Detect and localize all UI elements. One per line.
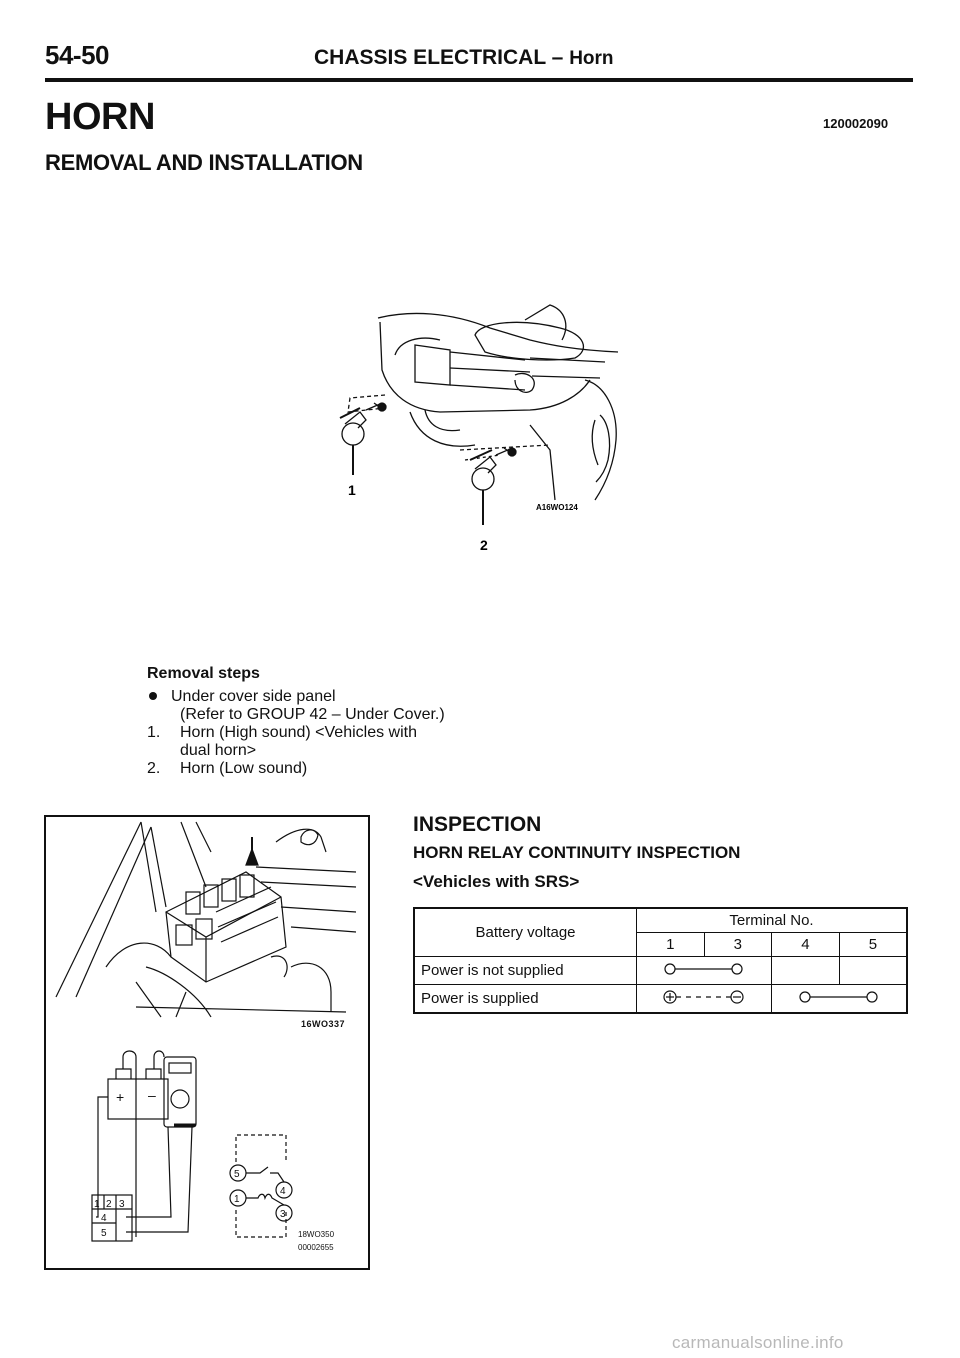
continuity-4-5-cell [772, 985, 908, 1014]
inspection-heading: INSPECTION [413, 813, 542, 836]
figure-code-archive: 00002655 [298, 1243, 334, 1252]
removal-steps-list [147, 688, 445, 778]
figure-code-relay-location: 16WO337 [301, 1019, 346, 1029]
relay-terminal-1: 1 [94, 1199, 100, 1210]
removal-steps-heading: Removal steps [147, 665, 260, 682]
step-text: Horn (Low sound) [180, 760, 308, 777]
figure-code-horn: A16WO124 [536, 503, 578, 512]
circuit-terminal-4: 4 [280, 1186, 286, 1197]
empty-cell [839, 957, 907, 985]
table-row-label: Power is not supplied [414, 957, 637, 985]
horn-location-illustration [300, 300, 630, 570]
continuity-1-3-cell [637, 957, 772, 985]
document-code: 120002090 [823, 116, 889, 131]
callout-2: 2 [480, 537, 488, 553]
svg-text:–: – [148, 1087, 156, 1103]
continuity-symbol [637, 957, 771, 980]
figure-code-test-circuit: 18WO350 [298, 1230, 335, 1239]
battery-polarity-symbol [637, 985, 771, 1008]
terminal-header: 3 [704, 933, 772, 957]
section-heading: REMOVAL AND INSTALLATION [45, 150, 363, 175]
step-item [147, 688, 445, 706]
terminal-group-header: Terminal No. [637, 908, 908, 933]
table-row-label: Power is supplied [414, 985, 637, 1014]
terminal-header: 1 [637, 933, 705, 957]
relay-terminal-2: 2 [106, 1199, 112, 1210]
header-separator: – [551, 46, 564, 69]
step-item-continued: dual horn> [180, 742, 257, 759]
relay-terminal-4: 4 [101, 1213, 107, 1224]
inspection-condition: <Vehicles with SRS> [413, 872, 580, 891]
empty-cell [772, 957, 840, 985]
bullet-icon [149, 692, 157, 700]
relay-location-illustration [46, 817, 368, 1268]
svg-text:+: + [116, 1089, 125, 1105]
header-rule [45, 78, 913, 82]
relay-terminal-5: 5 [101, 1228, 107, 1239]
step-text: Horn (High sound) <Vehicles with [180, 724, 418, 741]
circuit-terminal-3: 3 [280, 1209, 286, 1220]
row-header-cell: Battery voltage [414, 908, 637, 957]
step-number: 1. [147, 724, 161, 741]
step-item-continued: (Refer to GROUP 42 – Under Cover.) [180, 706, 445, 723]
inspection-subheading: HORN RELAY CONTINUITY INSPECTION [413, 843, 741, 862]
circuit-terminal-5: 5 [234, 1169, 240, 1180]
step-number: 2. [147, 760, 161, 777]
step-text: Under cover side panel [171, 688, 336, 705]
step-item [147, 724, 445, 742]
continuity-table [413, 907, 908, 1014]
circuit-terminal-1: 1 [234, 1194, 240, 1205]
page-title: HORN [45, 96, 155, 138]
terminal-header: 5 [839, 933, 907, 957]
header-subsection: Horn [569, 48, 614, 69]
step-item [147, 760, 445, 778]
watermark: carmanualsonline.info [672, 1333, 844, 1352]
header-section: CHASSIS ELECTRICAL [314, 46, 546, 69]
relay-terminal-3: 3 [119, 1199, 125, 1210]
page-header-title [314, 46, 614, 70]
terminal-header: 4 [772, 933, 840, 957]
callout-1: 1 [348, 482, 356, 498]
relay-figure-box [44, 815, 370, 1270]
continuity-symbol [772, 985, 906, 1008]
battery-voltage-1-3-cell [637, 985, 772, 1014]
page-number: 54-50 [45, 40, 109, 70]
